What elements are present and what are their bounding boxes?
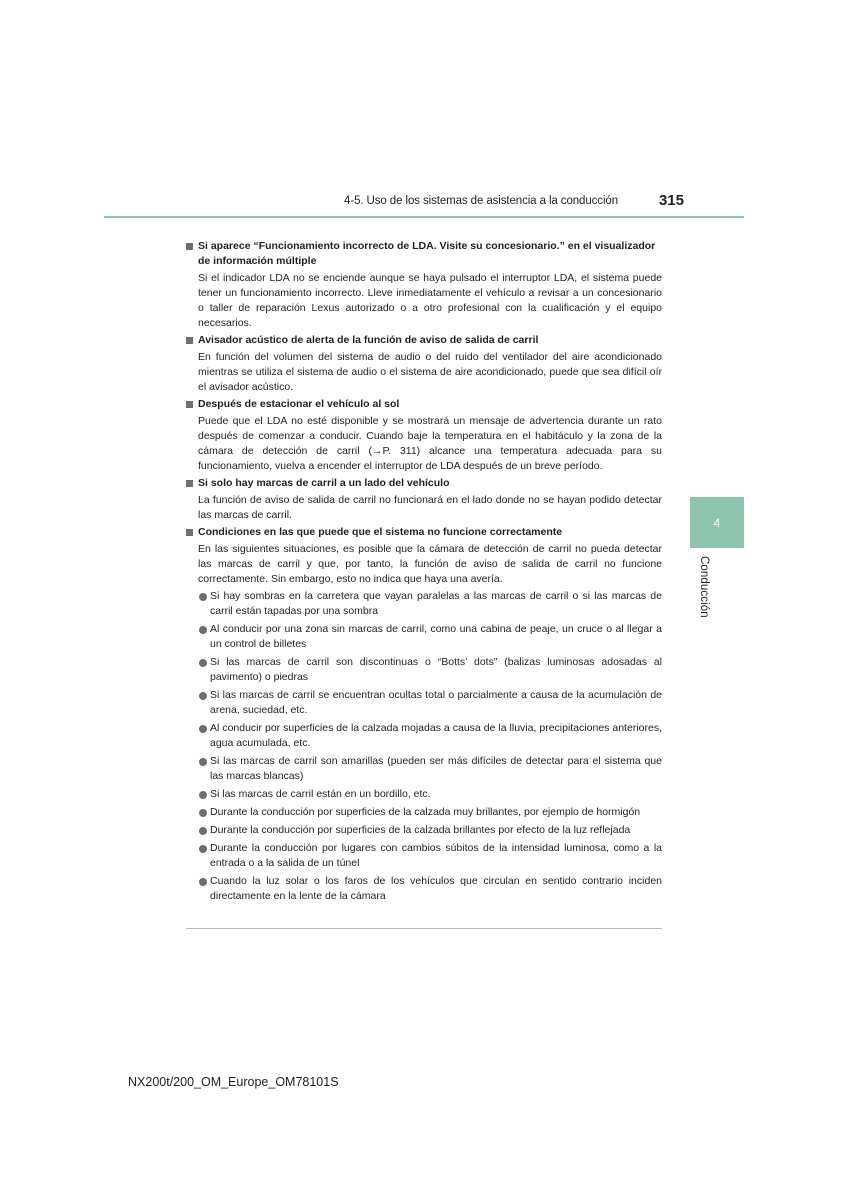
circle-bullet-icon: [199, 593, 207, 601]
section-title: 4-5. Uso de los sistemas de asistencia a la conducción: [344, 195, 618, 207]
list-item: Si las marcas de carril están en un bordillo, etc.: [186, 787, 662, 802]
list-item: Al conducir por una zona sin marcas de carril, como una cabina de peaje, un cruce o al llegar a un control de billetes: [186, 622, 662, 652]
circle-bullet-icon: [199, 878, 207, 886]
page-number: 315: [658, 192, 684, 209]
list-item: Durante la conducción por lugares con cambios súbitos de la intensidad luminosa, como a la entrada o a la salida de un túnel: [186, 841, 662, 871]
page-content: [186, 237, 662, 907]
list-item: Si las marcas de carril son amarillas (pueden ser más difíciles de detectar para el sistema que las marcas blancas): [186, 754, 662, 784]
square-bullet-icon: [186, 337, 193, 344]
square-bullet-icon: [186, 401, 193, 408]
square-bullet-icon: [186, 480, 193, 487]
section-text: Si el indicador LDA no se enciende aunque se haya pulsado el interruptor LDA, el sistema puede tener un funcionamiento incorrecto. Lleve inmediatamente el vehículo a revisar a un concesionario o taller de reparación Lexus autorizado o a otro profesional con la cualificación y el equipo necesarios.: [198, 272, 662, 329]
circle-bullet-icon: [199, 827, 207, 835]
circle-bullet-icon: [199, 845, 207, 853]
chapter-number: 4: [713, 515, 721, 530]
section-heading: Avisador acústico de alerta de la función de aviso de salida de carril: [186, 333, 662, 348]
list-item: Si hay sombras en la carretera que vayan paralelas a las marcas de carril o si las marcas de carril están tapadas por una sombra: [186, 589, 662, 619]
circle-bullet-icon: [199, 758, 207, 766]
chapter-tab: [690, 497, 744, 548]
list-item: Si las marcas de carril son discontinuas o “Botts’ dots” (balizas luminosas adosadas al pavimento) o piedras: [186, 655, 662, 685]
content-end-rule: [186, 928, 662, 929]
section-heading: Después de estacionar el vehículo al sol: [186, 397, 662, 412]
circle-bullet-icon: [199, 725, 207, 733]
square-bullet-icon: [186, 243, 193, 250]
section-text: Puede que el LDA no esté disponible y se mostrará un mensaje de advertencia durante un rato después de comenzar a conducir. Cuando baje la temperatura en el habitáculo y la zona de la cámara de detección de carril (→P. 311) alcance una temperatura adecuada para su funcionamiento, vuelva a encender el interruptor de LDA después de un breve período.: [198, 415, 662, 472]
conditions-list: [186, 589, 662, 904]
list-item: Si las marcas de carril se encuentran ocultas total o parcialmente a causa de la acumulación de arena, suciedad, etc.: [186, 688, 662, 718]
circle-bullet-icon: [199, 626, 207, 634]
header-rule: [104, 216, 744, 218]
section-heading: Si aparece “Funcionamiento incorrecto de LDA. Visite su concesionario.” en el visualizador de información múltiple: [186, 239, 662, 269]
section-heading: Condiciones en las que puede que el sistema no funcione correctamente: [186, 525, 662, 540]
list-item: Durante la conducción por superficies de la calzada muy brillantes, por ejemplo de hormigón: [186, 805, 662, 820]
document-code: NX200t/200_OM_Europe_OM78101S: [128, 1075, 339, 1089]
circle-bullet-icon: [199, 692, 207, 700]
chapter-label: Conducción: [698, 556, 710, 618]
section-text: La función de aviso de salida de carril no funcionará en el lado donde no se hayan podido detectar las marcas de carril.: [198, 494, 662, 521]
square-bullet-icon: [186, 529, 193, 536]
circle-bullet-icon: [199, 791, 207, 799]
circle-bullet-icon: [199, 809, 207, 817]
section-text: En las siguientes situaciones, es posible que la cámara de detección de carril no pueda detectar las marcas de carril y que, por tanto, la función de aviso de salida de carril no funcione correctamente. Sin embargo, esto no indica que haya una avería.: [198, 543, 662, 585]
section-text: En función del volumen del sistema de audio o del ruido del ventilador del aire acondicionado mientras se utiliza el sistema de audio o el sistema de aire acondicionado, puede que sea difícil oír el avisador acústico.: [198, 351, 662, 393]
list-item: Al conducir por superficies de la calzada mojadas a causa de la lluvia, precipitaciones anteriores, agua acumulada, etc.: [186, 721, 662, 751]
circle-bullet-icon: [199, 659, 207, 667]
list-item: Durante la conducción por superficies de la calzada brillantes por efecto de la luz reflejada: [186, 823, 662, 838]
section-heading: Si solo hay marcas de carril a un lado del vehículo: [186, 476, 662, 491]
list-item: Cuando la luz solar o los faros de los vehículos que circulan en sentido contrario inciden directamente en la lente de la cámara: [186, 874, 662, 904]
